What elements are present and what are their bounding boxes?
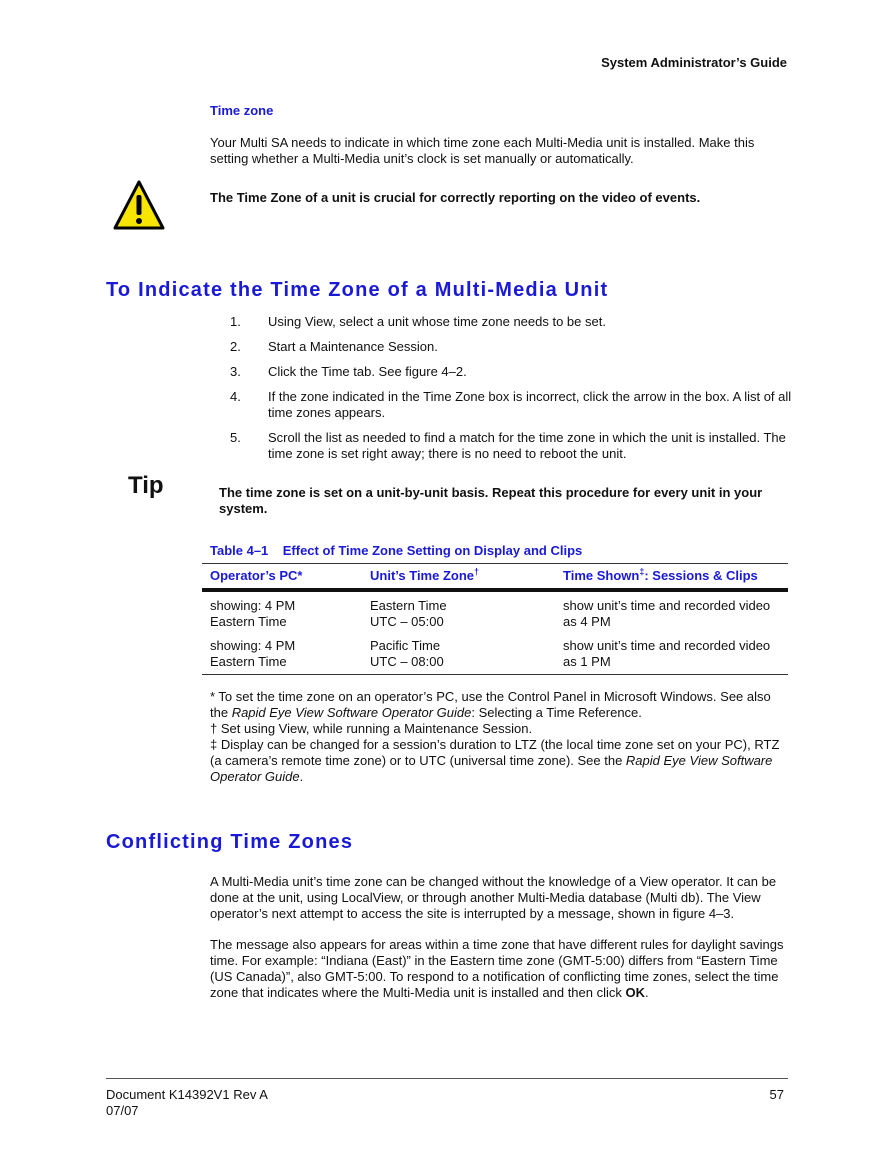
warning-icon xyxy=(112,179,166,231)
list-item: 2. Start a Maintenance Session. xyxy=(230,339,438,354)
conflicting-paragraph-2: The message also appears for areas within a time zone that have different rules for daylight savings time. For example: “Indiana (East)” in the Eastern time zone (GMT-5:00) differs from “Eastern Time (US Canada)”, also GMT-5:00. To respond to a notification of conflicting time zones, select the time zone that indicates where the Multi-Media unit is installed and then click OK. xyxy=(210,937,784,1000)
page-number: 57 xyxy=(769,1087,784,1102)
table-row: showing: 4 PM Eastern Time Pacific Time UTC – 08:00 show unit’s time and recorded video as 1 PM xyxy=(202,630,788,675)
conflicting-paragraph-1: A Multi-Media unit’s time zone can be changed without the knowledge of a View operator. It can be done at the unit, using LocalView, or through another Multi-Media database (Multi db). The View operator’s next attempt to access the site is interrupted by a message, shown in figure 4–3. xyxy=(210,874,777,921)
column-header-time-shown: Time Shown‡: Sessions & Clips xyxy=(563,566,758,583)
footer-rule xyxy=(106,1078,788,1079)
running-header: System Administrator’s Guide xyxy=(601,55,787,70)
section-title-indicate-time-zone: To Indicate the Time Zone of a Multi-Media Unit xyxy=(106,279,609,301)
column-header-operator-pc: Operator’s PC* xyxy=(210,568,303,583)
column-header-unit-time-zone: Unit’s Time Zone† xyxy=(370,566,480,583)
list-item: 4. If the zone indicated in the Time Zone box is incorrect, click the arrow in the box. A list of all time zones appears. xyxy=(230,389,792,420)
table-caption: Table 4–1 Effect of Time Zone Setting on Display and Clips xyxy=(210,543,583,558)
tip-label: Tip xyxy=(128,472,164,499)
tip-text: The time zone is set on a unit-by-unit basis. Repeat this procedure for every unit in your system. xyxy=(219,485,763,516)
procedure-steps xyxy=(230,314,800,471)
footnote-asterisk: * To set the time zone on an operator’s PC, use the Control Panel in Microsoft Windows. See also the Rapid Eye View Software Operator Guide: Selecting a Time Reference. xyxy=(210,689,771,720)
footnote-dagger: † Set using View, while running a Maintenance Session. xyxy=(210,721,533,736)
list-item: 5. Scroll the list as needed to find a match for the time zone in which the unit is installed. The time zone is set right away; there is no need to reboot the unit. xyxy=(230,430,786,461)
warning-text: The Time Zone of a unit is crucial for correctly reporting on the video of events. xyxy=(210,190,701,205)
footer-document-info: Document K14392V1 Rev A 07/07 xyxy=(106,1087,268,1118)
section-title-conflicting-time-zones: Conflicting Time Zones xyxy=(106,831,354,853)
table-footnotes xyxy=(210,689,785,785)
table-row: showing: 4 PM Eastern Time Eastern Time UTC – 05:00 show unit’s time and recorded video as 4 PM xyxy=(210,598,771,629)
list-item: 1. Using View, select a unit whose time zone needs to be set. xyxy=(230,314,606,329)
list-item: 3. Click the Time tab. See figure 4–2. xyxy=(230,364,467,379)
footnote-double-dagger: ‡ Display can be changed for a session’s duration to LTZ (the local time zone set on your PC), RTZ (a camera’s remote time zone) or to UTC (universal time zone). See the Rapid Eye View Software Operator Guide. xyxy=(210,737,780,784)
time-zone-paragraph: Your Multi SA needs to indicate in which time zone each Multi-Media unit is installed. Make this setting whether a Multi-Media unit’s clock is set manually or automatically. xyxy=(210,135,755,166)
subheading-time-zone: Time zone xyxy=(210,103,274,118)
time-zone-effect-table xyxy=(202,563,788,675)
